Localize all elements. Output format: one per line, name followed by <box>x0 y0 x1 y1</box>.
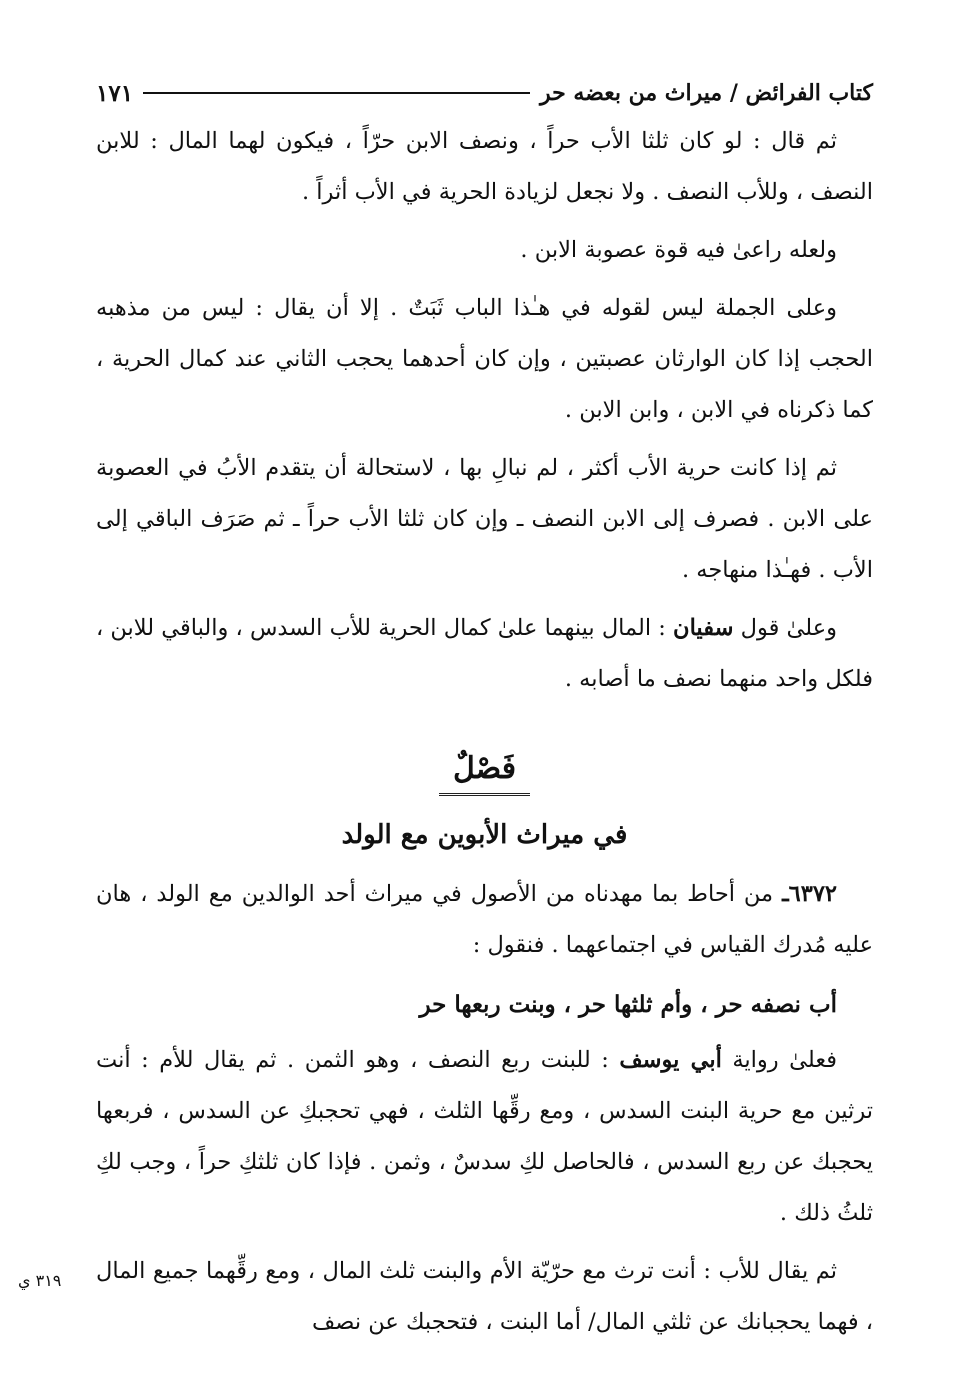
running-header <box>96 70 873 116</box>
paragraph-6372 <box>96 869 873 971</box>
paragraph-6372-text: من أحاط بما مهدناه من الأصول في ميراث أحد الوالدين مع الولد ، هان عليه مُدرك القياس في اجتماعهما . فنقول : <box>96 881 873 958</box>
paragraph-number: ٦٣٧٢ـ <box>782 881 837 907</box>
case-statement: أب نصفه حر ، وأم ثلثها حر ، وبنت ربعها حر <box>419 991 837 1018</box>
paragraph-4: ثم إذا كانت حرية الأب أكثر ، لم نبالِ بها ، لاستحالة أن يتقدم الأبُ في العصوبة على الابن . فصرف إلى الابن النصف ـ وإن كان ثلثا الأب حراً ـ ثم صَرَف الباقي إلى الأب . فهـٰذا منهاجه . <box>96 455 873 583</box>
paragraph-1: ثم قال : لو كان ثلثا الأب حراً ، ونصف الابن حرّاً ، فيكون لهما المال : للابن النصف ، وللأب النصف . ولا نجعل لزيادة الحرية في الأب أثراً . <box>96 128 873 205</box>
paragraph-2: ولعله راعىٰ فيه قوة عصوبة الابن . <box>520 237 837 263</box>
paragraph-last: ثم يقال للأب : أنت ترث مع حرّيّة الأم والبنت ثلث المال ، ومع رقِّهما جميع المال ، فهما يحجبانك عن ثلثي المال/ أما البنت ، فتحجبك عن نصف <box>96 1258 873 1335</box>
section-ornament <box>96 745 873 807</box>
header-title: كتاب الفرائض / ميراث من بعضه حر <box>539 80 873 106</box>
abu-yusuf-name: أبي يوسف <box>619 1047 722 1073</box>
sufyan-name: سفيان <box>673 615 734 641</box>
paragraph-abu-yusuf <box>96 1035 873 1239</box>
paragraph-3: وعلى الجملة ليس لقوله في هـٰذا الباب ثَبَتٌ . إلا أن يقال : ليس من مذهبه الحجب إذا كان الوارثان عصبتين ، وإن كان أحدهما يحجب الثاني عند كمال الحرية ، كما ذكرناه في الابن ، وابن الابن . <box>96 295 873 423</box>
page-number: ١٧١ <box>96 79 134 107</box>
section-heading: فَصْلٌ <box>439 745 530 796</box>
abu-yusuf-after: : للبنت ربع النصف ، وهو الثمن . ثم يقال للأم : أنت ترثين مع حرية البنت السدس ، ومع رقِّها الثلث ، فهي تحجبكِ عن السدس ، فربعها يحجبك عن ربع السدس ، فالحاصل لكِ سدسٌ ، وثمن . فإذا كان ثلثكِ حراً ، وجب لكِ ثلثُ ذلك . <box>96 1047 873 1226</box>
abu-yusuf-before: فعلىٰ رواية <box>721 1047 837 1073</box>
page-body <box>96 70 873 1355</box>
margin-note: ٣١٩ ي <box>18 1271 62 1290</box>
section-subtitle: في ميراث الأبوين مع الولد <box>341 820 628 850</box>
sufyan-before: وعلىٰ قول <box>733 615 837 641</box>
paragraph-sufyan <box>96 603 873 705</box>
sufyan-after: : المال بينهما علىٰ كمال الحرية للأب السدس ، والباقي للابن ، فلكل واحد منهما نصف ما أصابه . <box>96 615 873 692</box>
header-rule <box>143 92 530 94</box>
